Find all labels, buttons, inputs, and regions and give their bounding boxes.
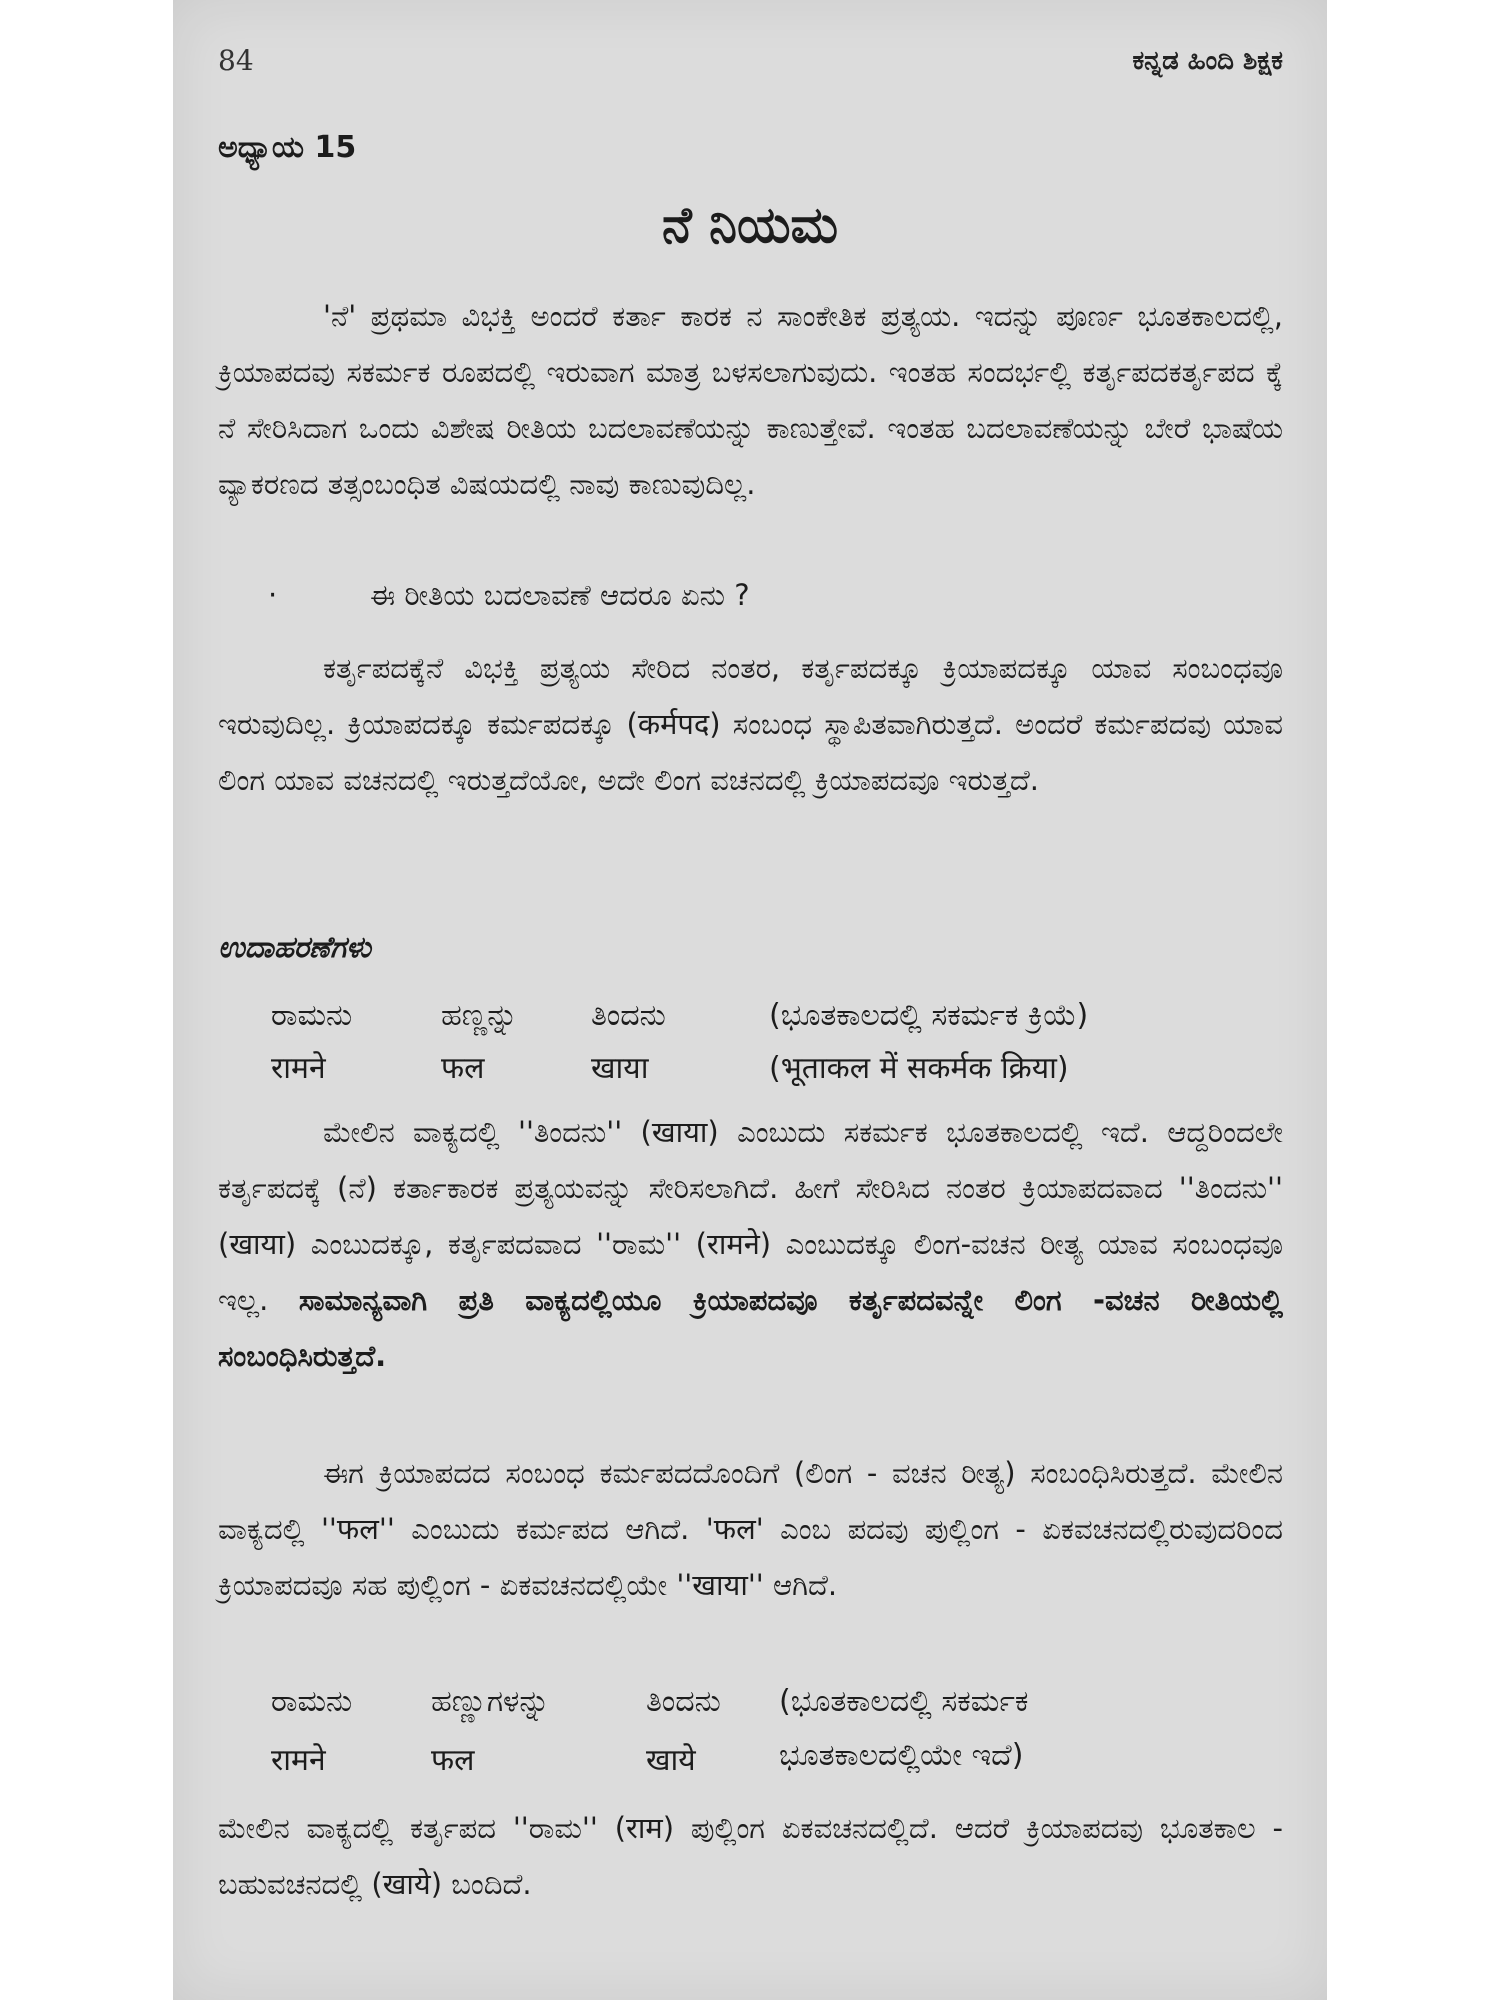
paragraph-2: ಕರ್ತೃಪದಕ್ಕೆನೆ ವಿಭಕ್ತಿ ಪ್ರತ್ಯಯ ಸೇರಿದ ನಂತರ, ಕರ್ತೃಪದಕ್ಕೂ ಕ್ರಿಯಾಪದಕ್ಕೂ ಯಾವ ಸಂಬಂಧವೂ ಇರುವುದಿಲ್ಲ. ಕ್ರಿಯಾಪದಕ್ಕೂ ಕರ್ಮಪದಕ್ಕೂ (कर्मपद) ಸಂಬಂಧ ಸ್ಥಾಪಿತವಾಗಿರುತ್ತದೆ. ಅಂದರೆ ಕರ್ಮಪದವು ಯಾವ ಲಿಂಗ ಯಾವ ವಚನದಲ್ಲಿ ಇರುತ್ತದೆಯೋ, ಅದೇ ಲಿಂಗ ವಚನದಲ್ಲಿ ಕ್ರಿಯಾಪದವೂ ಇರುತ್ತದೆ. [218,651,1283,797]
page-header [218,44,1283,84]
example-word: ಹಣ್ಣನ್ನು [441,998,518,1033]
example-note: (भूताकल में सकर्मक क्रिया) [769,1051,1069,1086]
paragraph-1: 'ನೆ' ಪ್ರಥಮಾ ವಿಭಕ್ತಿ ಅಂದರೆ ಕರ್ತಾ ಕಾರಕ ನ ಸಾಂಕೇತಿಕ ಪ್ರತ್ಯಯ. ಇದನ್ನು ಪೂರ್ಣ ಭೂತಕಾಲದಲ್ಲಿ, ಕ್ರಿಯಾಪದವು ಸಕರ್ಮಕ ರೂಪದಲ್ಲಿ ಇರುವಾಗ ಮಾತ್ರ ಬಳಸಲಾಗುವುದು. ಇಂತಹ ಸಂದರ್ಭಲ್ಲಿ ಕರ್ತೃಪದಕರ್ತೃಪದ ಕ್ಕೆ ನೆ ಸೇರಿಸಿದಾಗ ಒಂದು ವಿಶೇಷ ರೀತಿಯ ಬದಲಾವಣೆಯನ್ನು ಕಾಣುತ್ತೇವೆ. ಇಂತಹ ಬದಲಾವಣೆಯನ್ನು ಬೇರೆ ಭಾಷೆಯ ವ್ಯಾಕರಣದ ತತ್ಸಂಬಂಧಿತ ವಿಷಯದಲ್ಲಿ ನಾವು ಕಾಣುವುದಿಲ್ಲ. [218,299,1283,501]
paragraph-3-bold: ಸಾಮಾನ್ಯವಾಗಿ ಪ್ರತಿ ವಾಕ್ಯದಲ್ಲಿಯೂ ಕ್ರಿಯಾಪದವೂ ಕರ್ತೃಪದವನ್ನೇ ಲಿಂಗ -ವಚನ ರೀತಿಯಲ್ಲಿ ಸಂಬಂಧಿಸಿರುತ್ತದೆ. [218,1283,1284,1373]
bullet-dot: · [268,578,278,612]
example-note: ಭೂತಕಾಲದಲ್ಲಿಯೇ ಇದೆ) [779,1738,1024,1773]
example-word: ರಾಮನು [271,998,353,1033]
page-number: 84 [218,44,254,77]
example-word: खाये [646,1743,696,1778]
book-title: ಕನ್ನಡ ಹಿಂದಿ ಶಿಕ್ಷಕ [1132,46,1283,76]
example1-hindi-row [271,1046,1271,1096]
example-word: ತಿಂದನು [646,1684,721,1719]
example-word: ಹಣ್ಣುಗಳನ್ನು [431,1684,550,1719]
example-note: (ಭೂತಕಾಲದಲ್ಲಿ ಸಕರ್ಮಕ [779,1684,1029,1719]
example1-kannada-row [271,998,1271,1048]
example-word: फल [441,1051,485,1086]
chapter-label: ಅಧ್ಯಾಯ 15 [218,130,357,165]
example-word: रामने [271,1743,326,1778]
example-word: फल [431,1743,475,1778]
example-word: ತಿಂದನು [591,998,666,1033]
book-page [173,0,1327,2000]
examples-heading: ಉದಾಹರಣೆಗಳು [218,930,372,964]
example-note: (ಭೂತಕಾಲದಲ್ಲಿ ಸಕರ್ಮಕ ಕ್ರಿಯೆ) [769,998,1089,1033]
example-word: ರಾಮನು [271,1684,353,1719]
example-word: खाया [591,1051,649,1086]
paragraph-3: ಮೇಲಿನ ವಾಕ್ಯದಲ್ಲಿ ''ತಿಂದನು'' (खाया) ಎಂಬುದು ಸಕರ್ಮಕ ಭೂತಕಾಲದಲ್ಲಿ ಇದೆ. ಆದ್ದರಿಂದಲೇ ಕರ್ತೃಪದಕ್ಕೆ (ನೆ) ಕರ್ತಾಕಾರಕ ಪ್ರತ್ಯಯವನ್ನು ಸೇರಿಸಲಾಗಿದೆ. ಹೀಗೆ ಸೇರಿಸಿದ ನಂತರ ಕ್ರಿಯಾಪದವಾದ ''ತಿಂದನು'' (खाया) ಎಂಬುದಕ್ಕೂ, ಕರ್ತೃಪದವಾದ ''ರಾಮ'' (रामने) ಎಂಬುದಕ್ಕೂ ಲಿಂಗ-ವಚನ ರೀತ್ಯ ಯಾವ ಸಂಬಂಧವೂ ಇಲ್ಲ. ಸಾಮಾನ್ಯವಾಗಿ ಪ್ರತಿ ವಾಕ್ಯದಲ್ಲಿಯೂ ಕ್ರಿಯಾಪದವೂ ಕರ್ತೃಪದವನ್ನೇ ಲಿಂಗ -ವಚನ ರೀತಿಯಲ್ಲಿ ಸಂಬಂಧಿಸಿರುತ್ತದೆ. [218,1115,1284,1373]
paragraph-5: ಮೇಲಿನ ವಾಕ್ಯದಲ್ಲಿ ಕರ್ತೃಪದ ''ರಾಮ'' (राम) ಪುಲ್ಲಿಂಗ ಏಕವಚನದಲ್ಲಿದೆ. ಆದರೆ ಕ್ರಿಯಾಪದವು ಭೂತಕಾಲ - ಬಹುವಚನದಲ್ಲಿ (खाये) ಬಂದಿದೆ. [218,1811,1283,1901]
page-title: ನೆ ನಿಯಮ [661,196,839,254]
bullet-text: ಈ ರೀತಿಯ ಬದಲಾವಣೆ ಆದರೂ ಏನು ? [370,578,750,612]
example-word: रामने [271,1051,326,1086]
paragraph-4: ಈಗ ಕ್ರಿಯಾಪದದ ಸಂಬಂಧ ಕರ್ಮಪದದೊಂದಿಗೆ (ಲಿಂಗ - ವಚನ ರೀತ್ಯ) ಸಂಬಂಧಿಸಿರುತ್ತದೆ. ಮೇಲಿನ ವಾಕ್ಯದಲ್ಲಿ ''फल'' ಎಂಬುದು ಕರ್ಮಪದ ಆಗಿದೆ. 'फल' ಎಂಬ ಪದವು ಪುಲ್ಲಿಂಗ - ಏಕವಚನದಲ್ಲಿರುವುದರಿಂದ ಕ್ರಿಯಾಪದವೂ ಸಹ ಪುಲ್ಲಿಂಗ - ಏಕವಚನದಲ್ಲಿಯೇ ''खाया'' ಆಗಿದೆ. [218,1456,1283,1602]
example2-kannada-row [271,1684,1271,1734]
example2-hindi-row [271,1738,1271,1788]
